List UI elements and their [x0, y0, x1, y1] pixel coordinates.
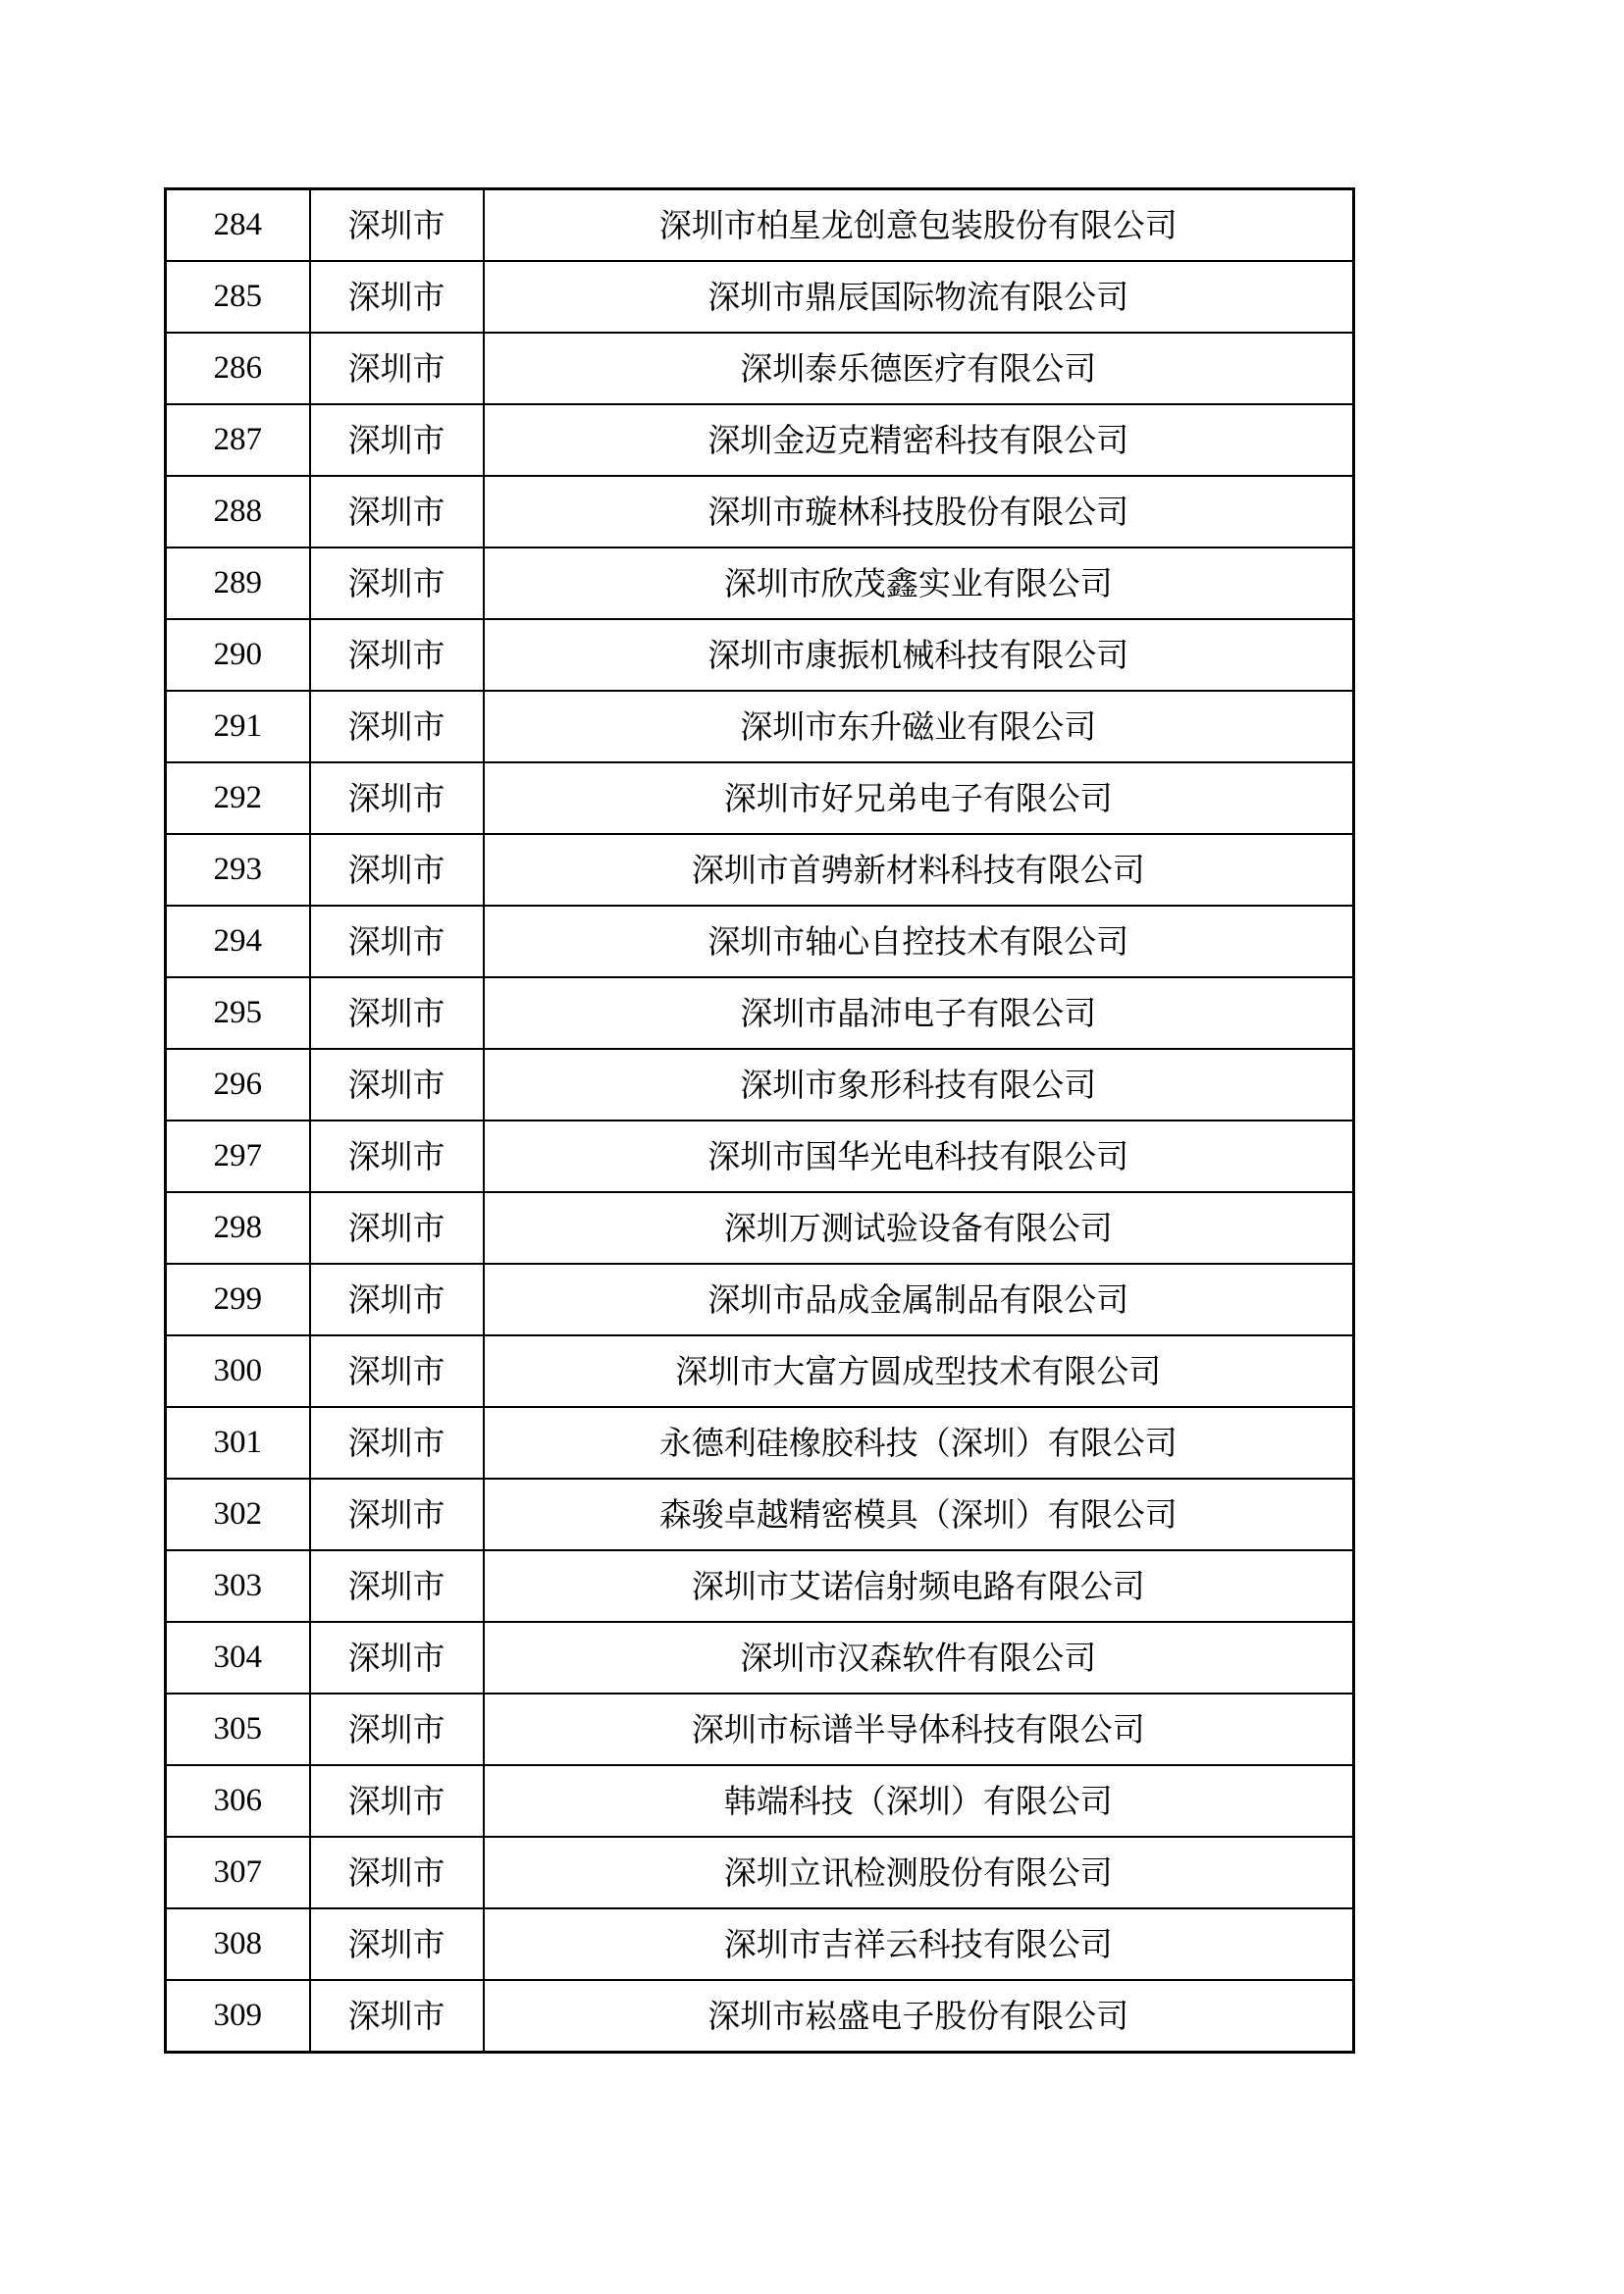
city-cell: 深圳市	[310, 1335, 484, 1407]
row-number-cell: 309	[166, 1980, 310, 2053]
row-number-cell: 290	[166, 619, 310, 691]
table-row	[166, 762, 1354, 834]
row-number-cell: 286	[166, 333, 310, 404]
table-row	[166, 1622, 1354, 1694]
company-name-cell: 深圳立讯检测股份有限公司	[484, 1837, 1354, 1908]
company-name-cell: 深圳市轴心自控技术有限公司	[484, 906, 1354, 977]
company-name-cell: 深圳市欣茂鑫实业有限公司	[484, 547, 1354, 619]
company-name-cell: 深圳市吉祥云科技有限公司	[484, 1908, 1354, 1980]
city-cell: 深圳市	[310, 1908, 484, 1980]
city-cell: 深圳市	[310, 906, 484, 977]
city-cell: 深圳市	[310, 1837, 484, 1908]
company-name-cell: 深圳万测试验设备有限公司	[484, 1192, 1354, 1264]
city-cell: 深圳市	[310, 1121, 484, 1192]
company-list-table	[164, 187, 1355, 2054]
city-cell: 深圳市	[310, 619, 484, 691]
company-name-cell: 深圳市崧盛电子股份有限公司	[484, 1980, 1354, 2053]
city-cell: 深圳市	[310, 1622, 484, 1694]
city-cell: 深圳市	[310, 1550, 484, 1622]
company-name-cell: 深圳市标谱半导体科技有限公司	[484, 1694, 1354, 1765]
company-name-cell: 深圳市品成金属制品有限公司	[484, 1264, 1354, 1335]
table-row	[166, 619, 1354, 691]
company-name-cell: 深圳市首骋新材料科技有限公司	[484, 834, 1354, 906]
table-row	[166, 1980, 1354, 2053]
company-name-cell: 深圳市晶沛电子有限公司	[484, 977, 1354, 1049]
table-row	[166, 1694, 1354, 1765]
city-cell: 深圳市	[310, 977, 484, 1049]
table-row	[166, 1837, 1354, 1908]
company-name-cell: 永德利硅橡胶科技（深圳）有限公司	[484, 1407, 1354, 1479]
company-name-cell: 深圳市璇林科技股份有限公司	[484, 476, 1354, 547]
row-number-cell: 285	[166, 261, 310, 333]
company-name-cell: 深圳泰乐德医疗有限公司	[484, 333, 1354, 404]
row-number-cell: 304	[166, 1622, 310, 1694]
table-row	[166, 1121, 1354, 1192]
table-row	[166, 476, 1354, 547]
table-row	[166, 1407, 1354, 1479]
table-row	[166, 1049, 1354, 1121]
city-cell: 深圳市	[310, 189, 484, 262]
city-cell: 深圳市	[310, 1264, 484, 1335]
row-number-cell: 295	[166, 977, 310, 1049]
table-row	[166, 1550, 1354, 1622]
row-number-cell: 289	[166, 547, 310, 619]
row-number-cell: 302	[166, 1479, 310, 1550]
city-cell: 深圳市	[310, 1407, 484, 1479]
company-name-cell: 深圳市国华光电科技有限公司	[484, 1121, 1354, 1192]
table-row	[166, 906, 1354, 977]
city-cell: 深圳市	[310, 547, 484, 619]
table-row	[166, 691, 1354, 762]
city-cell: 深圳市	[310, 1765, 484, 1837]
row-number-cell: 305	[166, 1694, 310, 1765]
company-name-cell: 深圳市柏星龙创意包装股份有限公司	[484, 189, 1354, 262]
company-name-cell: 深圳市东升磁业有限公司	[484, 691, 1354, 762]
row-number-cell: 292	[166, 762, 310, 834]
company-name-cell: 深圳市象形科技有限公司	[484, 1049, 1354, 1121]
row-number-cell: 301	[166, 1407, 310, 1479]
table-row	[166, 261, 1354, 333]
row-number-cell: 294	[166, 906, 310, 977]
table-row	[166, 1765, 1354, 1837]
city-cell: 深圳市	[310, 762, 484, 834]
table-row	[166, 333, 1354, 404]
city-cell: 深圳市	[310, 1049, 484, 1121]
city-cell: 深圳市	[310, 1694, 484, 1765]
table-row	[166, 977, 1354, 1049]
table-row	[166, 1264, 1354, 1335]
table-body	[166, 189, 1354, 2053]
row-number-cell: 308	[166, 1908, 310, 1980]
company-name-cell: 深圳市大富方圆成型技术有限公司	[484, 1335, 1354, 1407]
company-name-cell: 深圳市好兄弟电子有限公司	[484, 762, 1354, 834]
table-row	[166, 1479, 1354, 1550]
city-cell: 深圳市	[310, 1192, 484, 1264]
table-row	[166, 189, 1354, 262]
company-name-cell: 深圳市艾诺信射频电路有限公司	[484, 1550, 1354, 1622]
company-name-cell: 森骏卓越精密模具（深圳）有限公司	[484, 1479, 1354, 1550]
row-number-cell: 298	[166, 1192, 310, 1264]
table-row	[166, 834, 1354, 906]
row-number-cell: 306	[166, 1765, 310, 1837]
city-cell: 深圳市	[310, 404, 484, 476]
city-cell: 深圳市	[310, 691, 484, 762]
company-name-cell: 深圳市康振机械科技有限公司	[484, 619, 1354, 691]
row-number-cell: 291	[166, 691, 310, 762]
company-name-cell: 深圳金迈克精密科技有限公司	[484, 404, 1354, 476]
row-number-cell: 293	[166, 834, 310, 906]
row-number-cell: 297	[166, 1121, 310, 1192]
row-number-cell: 296	[166, 1049, 310, 1121]
city-cell: 深圳市	[310, 1479, 484, 1550]
row-number-cell: 299	[166, 1264, 310, 1335]
company-name-cell: 韩端科技（深圳）有限公司	[484, 1765, 1354, 1837]
row-number-cell: 303	[166, 1550, 310, 1622]
city-cell: 深圳市	[310, 1980, 484, 2053]
city-cell: 深圳市	[310, 476, 484, 547]
row-number-cell: 300	[166, 1335, 310, 1407]
city-cell: 深圳市	[310, 834, 484, 906]
table-row	[166, 404, 1354, 476]
table-row	[166, 547, 1354, 619]
table-row	[166, 1192, 1354, 1264]
table-row	[166, 1908, 1354, 1980]
table-row	[166, 1335, 1354, 1407]
row-number-cell: 288	[166, 476, 310, 547]
row-number-cell: 284	[166, 189, 310, 262]
city-cell: 深圳市	[310, 333, 484, 404]
row-number-cell: 287	[166, 404, 310, 476]
city-cell: 深圳市	[310, 261, 484, 333]
row-number-cell: 307	[166, 1837, 310, 1908]
company-name-cell: 深圳市汉森软件有限公司	[484, 1622, 1354, 1694]
company-name-cell: 深圳市鼎辰国际物流有限公司	[484, 261, 1354, 333]
